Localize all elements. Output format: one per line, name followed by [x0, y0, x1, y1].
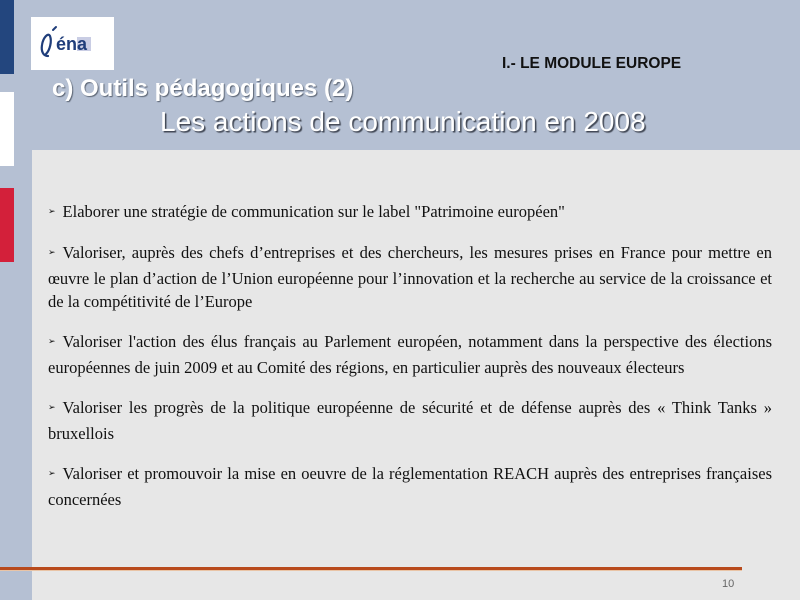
svg-text:éna: éna: [56, 34, 88, 54]
arrowhead-bullet-icon: ➢: [48, 468, 56, 478]
bullet-text: Valoriser les progrès de la politique européenne de sécurité et de défense auprès des « Think Tanks » bruxellois: [48, 398, 772, 443]
arrowhead-bullet-icon: ➢: [48, 206, 56, 216]
flag-stripe-white: [0, 92, 14, 166]
flag-stripe-blue: [0, 0, 14, 74]
bullet-item: [48, 241, 772, 313]
arrowhead-bullet-icon: ➢: [48, 247, 56, 257]
arrowhead-bullet-icon: ➢: [48, 402, 56, 412]
page-number: 10: [722, 578, 735, 590]
bullet-list: [48, 200, 772, 528]
bullet-text: Elaborer une stratégie de communication sur le label "Patrimoine européen": [62, 202, 565, 221]
slide-heading: c) Outils pédagogiques (2): [52, 75, 354, 102]
bullet-item: [48, 396, 772, 445]
bullet-text: Valoriser et promouvoir la mise en oeuvre de la réglementation REACH auprès des entreprises françaises concernées: [48, 464, 772, 509]
slide-subheading: Les actions de communication en 2008: [160, 106, 646, 137]
bullet-text: Valoriser, auprès des chefs d’entreprises et des chercheurs, les mesures prises en France pour mettre en œuvre le plan d’action de l’Union européenne pour l’innovation et la recherche au service de la croissance et de la compétitivité de l’Europe: [48, 243, 772, 311]
arrowhead-bullet-icon: ➢: [48, 336, 56, 346]
bullet-item: [48, 200, 772, 226]
bullet-item: [48, 330, 772, 379]
ena-logo: [31, 17, 114, 70]
bullet-text: Valoriser l'action des élus français au Parlement européen, notamment dans la perspective des élections européennes de juin 2009 et au Comité des régions, en particulier auprès des nouveaux électeurs: [48, 332, 772, 377]
footer-rule-highlight: [0, 570, 742, 571]
bullet-item: [48, 462, 772, 511]
ena-logo-icon: [31, 17, 114, 70]
flag-stripe-red: [0, 188, 14, 262]
module-title: I.- LE MODULE EUROPE: [502, 55, 682, 72]
